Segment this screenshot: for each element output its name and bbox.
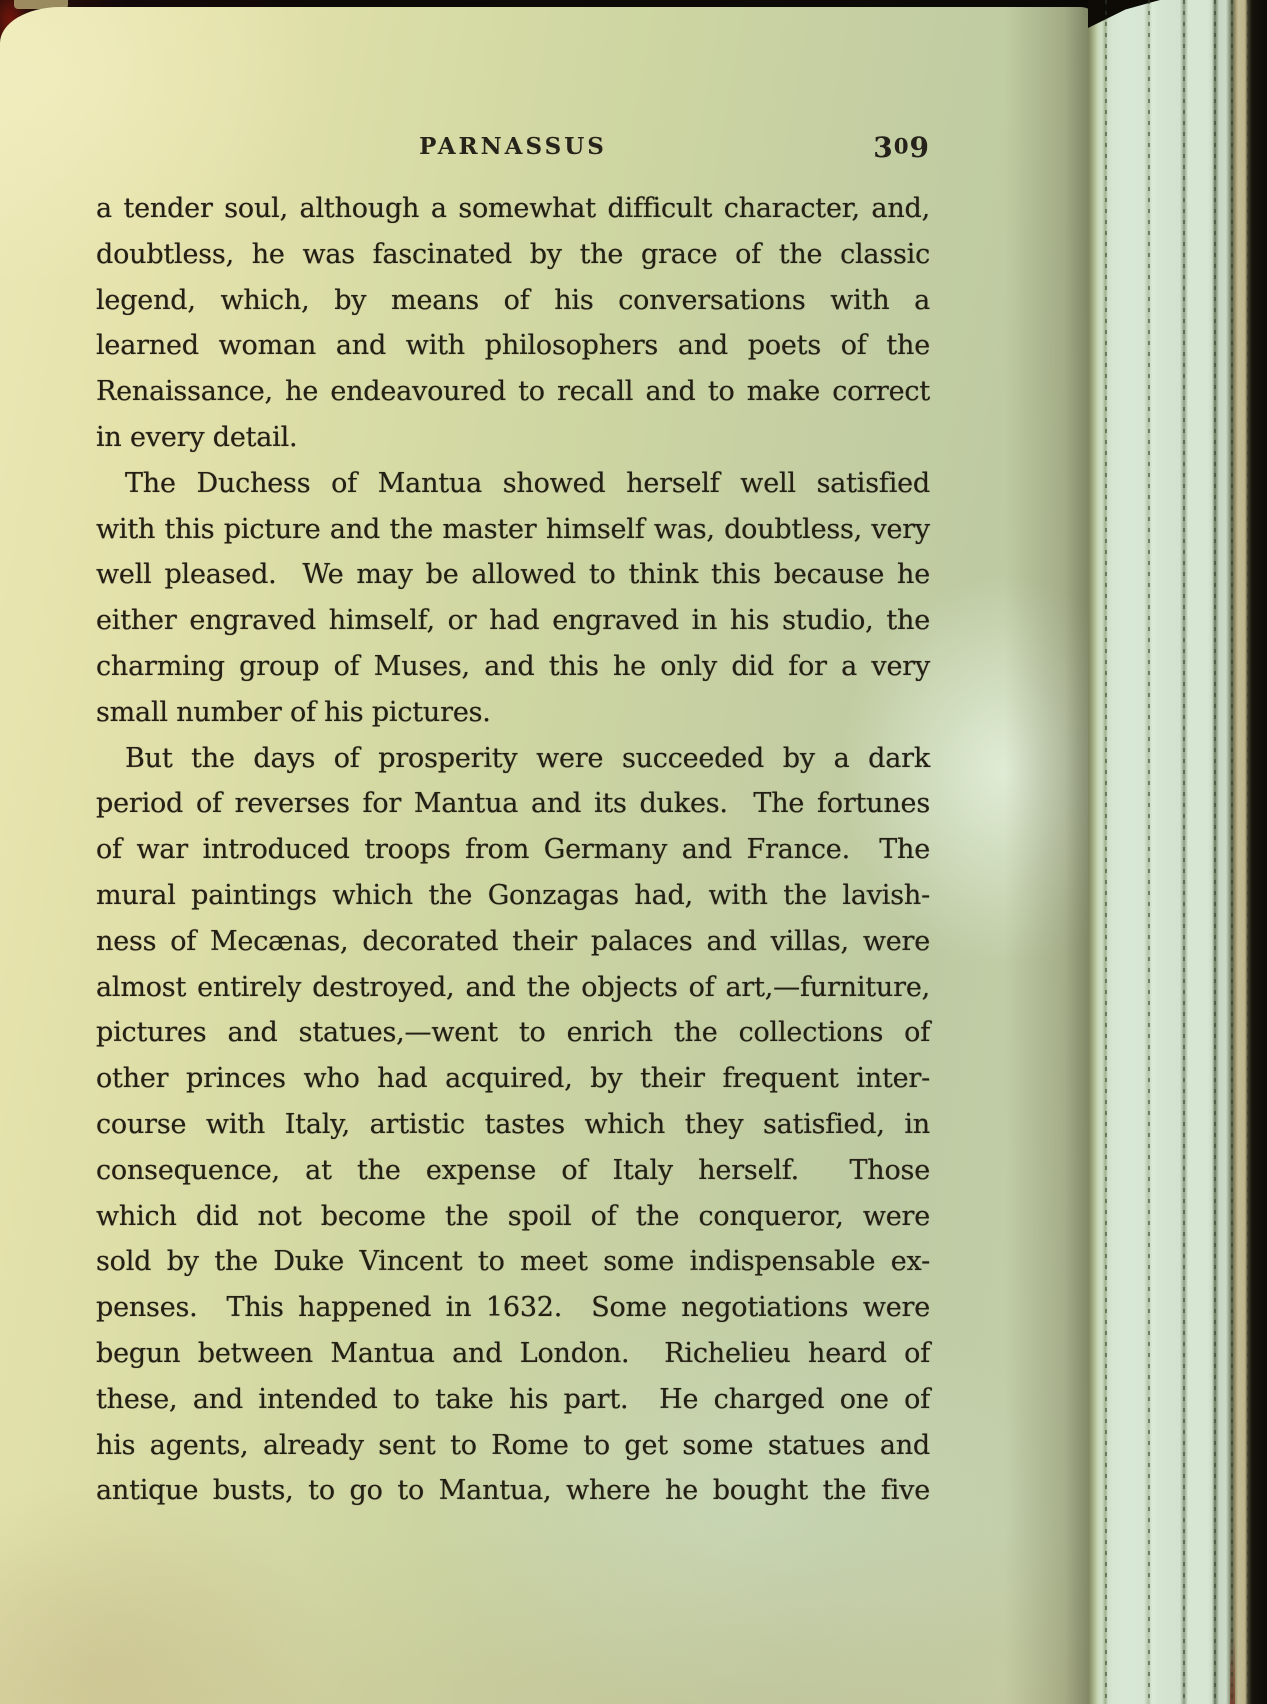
text-line: which did not become the spoil of the conqueror, were <box>96 1200 930 1232</box>
page-number-digit: 9 <box>909 131 930 164</box>
page-edge-line <box>1214 0 1216 1704</box>
text-line: almost entirely destroyed, and the objects of art,—furniture, <box>96 971 930 1003</box>
book-page <box>0 7 1092 1704</box>
text-line: mural paintings which the Gonzagas had, with the lavish- <box>96 879 930 911</box>
text-line: But the days of prosperity were succeeded by a dark <box>125 742 930 774</box>
text-line: other princes who had acquired, by their frequent inter- <box>96 1063 930 1095</box>
page-edge-line <box>1148 0 1150 1704</box>
text-line: learned woman and with philosophers and poets of the <box>96 330 930 362</box>
text-line: period of reverses for Mantua and its dukes. The fortunes <box>96 788 930 820</box>
text-line: legend, which, by means of his conversations with a <box>96 284 930 316</box>
text-line: sold by the Duke Vincent to meet some indispensable ex- <box>96 1246 930 1278</box>
text-line: ness of Mecænas, decorated their palaces and villas, were <box>96 925 930 957</box>
text-line: doubtless, he was fascinated by the grace of the classic <box>96 238 930 270</box>
text-line: antique busts, to go to Mantua, where he bought the five <box>96 1475 930 1507</box>
text-line: a tender soul, although a somewhat difficult character, and, <box>96 193 930 224</box>
text-block <box>96 186 930 1514</box>
text-line: well pleased. We may be allowed to think this because he <box>96 559 930 591</box>
text-line: small number of his pictures. <box>96 696 491 728</box>
text-line: of war introduced troops from Germany and France. The <box>96 834 930 866</box>
page-edge-line <box>1183 0 1185 1704</box>
text-line: either engraved himself, or had engraved in his studio, the <box>96 605 930 637</box>
text-line: penses. This happened in 1632. Some negotiations were <box>96 1292 930 1324</box>
page-number-digit: 3 <box>873 131 894 164</box>
page-edge-line <box>1105 0 1107 1704</box>
text-line: with this picture and the master himself was, doubtless, very <box>96 513 930 545</box>
text-line: The Duchess of Mantua showed herself well satisfied <box>125 467 930 499</box>
text-line: Renaissance, he endeavoured to recall and to make correct <box>96 376 930 408</box>
text-line: course with Italy, artistic tastes which they satisfied, in <box>96 1108 930 1140</box>
text-line: charming group of Muses, and this he only did for a very <box>96 650 930 682</box>
page-number-digit: 0 <box>893 134 910 160</box>
running-title: PARNASSUS <box>419 133 607 160</box>
text-line: pictures and statues,—went to enrich the collections of <box>96 1017 930 1049</box>
page-edge-line <box>1247 0 1249 1704</box>
page-edge-line <box>1231 0 1233 1704</box>
text-line: consequence, at the expense of Italy herself. Those <box>96 1154 930 1186</box>
text-line: begun between Mantua and London. Richelieu heard of <box>96 1337 930 1369</box>
page-number <box>873 131 930 164</box>
text-line: these, and intended to take his part. He charged one of <box>96 1383 930 1415</box>
text-line: his agents, already sent to Rome to get some statues and <box>96 1429 930 1461</box>
page-header <box>96 131 930 171</box>
page-edges-stack <box>1088 0 1267 1704</box>
text-line: in every detail. <box>96 421 298 453</box>
